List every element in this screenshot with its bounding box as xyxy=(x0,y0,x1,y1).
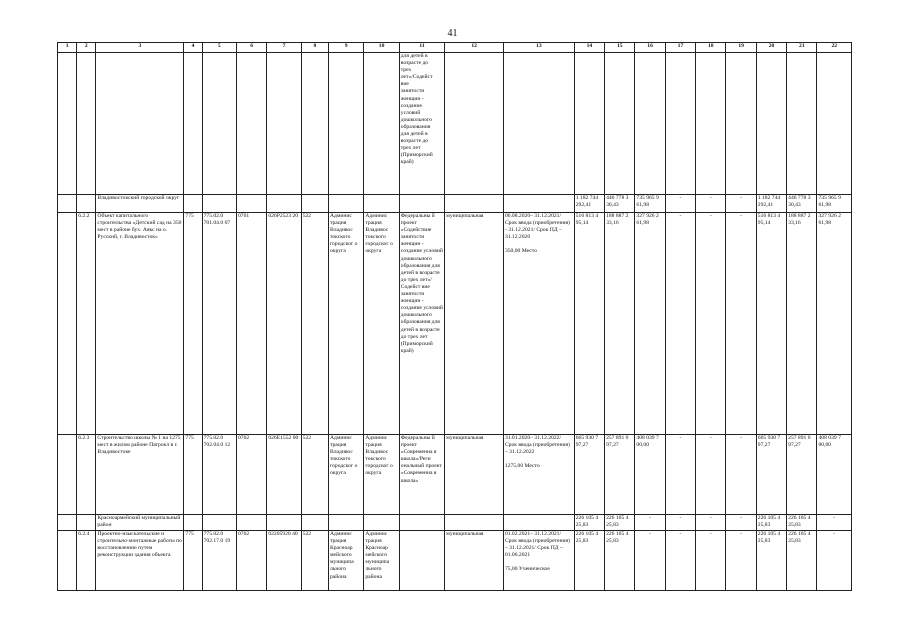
amount-cell: 226 105 4 25,83 xyxy=(756,531,786,591)
object-name: Проектно-изыскательские и строительно-монтажные работы по восстановлению путем реконструкции здания объекта xyxy=(96,531,184,591)
amount-cell: - xyxy=(817,515,852,531)
object-name: Объект капитального строительства «Детский сад на 350 мест в районе бух. Аякс на о. Русский, г. Владивосток» xyxy=(96,213,184,435)
code-cell: 522 xyxy=(301,435,328,515)
col-header: 8 xyxy=(301,43,328,53)
amount-cell: 188 887 2 33,16 xyxy=(605,213,635,435)
amount-cell: 257 891 0 97,27 xyxy=(605,435,635,515)
col-header: 4 xyxy=(184,43,202,53)
developer-cell: Админис трация Владивос токского городског о округа xyxy=(364,435,399,515)
amount-cell: 327 926 2 61,98 xyxy=(817,213,852,435)
amount-cell: 327 926 2 61,98 xyxy=(635,213,665,435)
schedule-cell: 31.01.2020– 31.12.2022/ Срок ввода (приобретения) – 31.12.2022 1275,00 Место xyxy=(503,435,574,515)
code-cell: 775 xyxy=(184,435,202,515)
col-header: 1 xyxy=(58,43,77,53)
amount-cell: - xyxy=(665,195,695,213)
col-header: 10 xyxy=(364,43,399,53)
code-cell: 522 xyxy=(301,531,328,591)
amount-cell: 226 105 4 25,83 xyxy=(605,515,635,531)
district-name: Красноармейский муниципальный район xyxy=(96,515,184,531)
col-header: 5 xyxy=(202,43,236,53)
col-header: 15 xyxy=(605,43,635,53)
code-cell: 775.02.0 702.04.0 12 xyxy=(202,435,236,515)
amount-cell: - xyxy=(665,435,695,515)
schedule-cell: 01.02.2021– 31.12.2021/ Срок ввода (приобретения) – 31.12.2021/ Срок ПД – 01.06.2021 75,00 Ученическое xyxy=(503,531,574,591)
code-cell: 522 xyxy=(301,213,328,435)
schedule-cell: 06.08.2020– 31.12.2021/ Срок ввода (приобретения) - 31.12.2021/ Срок ПД – 31.12.2020 350,00 Место xyxy=(503,213,574,435)
amount-cell: - xyxy=(635,531,665,591)
amount-cell: 665 930 7 97,27 xyxy=(574,435,604,515)
amount-cell: - xyxy=(665,515,695,531)
header-row xyxy=(58,43,852,53)
amount-cell: 257 891 0 97,27 xyxy=(787,435,817,515)
item-number: 6.2.3 xyxy=(77,435,96,515)
amount-cell: 408 039 7 00,00 xyxy=(635,435,665,515)
col-header: 9 xyxy=(328,43,363,53)
col-header: 16 xyxy=(635,43,665,53)
amount-cell: - xyxy=(817,531,852,591)
amount-cell: 408 039 7 00,00 xyxy=(817,435,852,515)
code-cell: 026P2523 20 xyxy=(267,213,301,435)
amount-cell: - xyxy=(696,531,726,591)
col-header: 21 xyxy=(787,43,817,53)
ownership-cell: муниципальная xyxy=(445,531,504,591)
code-cell: 02205920 40 xyxy=(267,531,301,591)
item-number: 6.2.2 xyxy=(77,213,96,435)
amount-cell: - xyxy=(726,515,756,531)
col-header: 20 xyxy=(756,43,786,53)
amount-cell: - xyxy=(665,213,695,435)
item-number: 6.2.4 xyxy=(77,531,96,591)
amount-cell: 226 105 4 25,83 xyxy=(574,515,604,531)
col-header: 6 xyxy=(236,43,266,53)
col-header: 12 xyxy=(445,43,504,53)
amount-cell: 446 778 3 30,43 xyxy=(787,195,817,213)
col-header: 18 xyxy=(696,43,726,53)
amount-cell: 1 182 744 292,41 xyxy=(574,195,604,213)
amount-cell: 188 887 2 33,16 xyxy=(787,213,817,435)
code-cell: 775.02.0 702.17.0 19 xyxy=(202,531,236,591)
amount-cell: 446 778 3 30,43 xyxy=(605,195,635,213)
amount-cell: 226 105 4 25,83 xyxy=(787,531,817,591)
amount-cell: - xyxy=(696,515,726,531)
customer-cell: Админис трация Владивос токского городског о округа xyxy=(328,213,363,435)
code-cell: 775 xyxy=(184,213,202,435)
amount-cell: 226 105 4 25,83 xyxy=(605,531,635,591)
amount-cell: 226 105 4 25,83 xyxy=(756,515,786,531)
amount-cell: 516 813 4 95,14 xyxy=(756,213,786,435)
col-header: 7 xyxy=(267,43,301,53)
amount-cell: 735 965 9 61,98 xyxy=(817,195,852,213)
table-row xyxy=(58,53,852,195)
customer-cell: Админис трация Красноар мейского муниципа льного района xyxy=(328,531,363,591)
code-cell: 0702 xyxy=(236,531,266,591)
ownership-cell: муниципальная xyxy=(445,435,504,515)
project-cell: Федеральны й проект «Содействие занятости женщин - создание условий дошкольного образования для детей в возрасте до трех лет»/Содейст вие занятости женщин - создание условий дошкольного образования для детей в возрасте до трех лет (Приморский край) xyxy=(399,213,445,435)
col-header: 19 xyxy=(726,43,756,53)
amount-cell: - xyxy=(696,213,726,435)
table-row xyxy=(58,435,852,515)
amount-cell: - xyxy=(726,195,756,213)
amount-cell: 1 182 744 292,41 xyxy=(756,195,786,213)
table-row xyxy=(58,213,852,435)
amount-cell: - xyxy=(726,531,756,591)
subtotal-row xyxy=(58,195,852,213)
col-header: 14 xyxy=(574,43,604,53)
code-cell: 0701 xyxy=(236,213,266,435)
amount-cell: 665 930 7 97,27 xyxy=(756,435,786,515)
code-cell: 026E1552 00 xyxy=(267,435,301,515)
col-header: 11 xyxy=(399,43,445,53)
ownership-cell: муниципальная xyxy=(445,213,504,435)
amount-cell: - xyxy=(726,213,756,435)
amount-cell: - xyxy=(696,435,726,515)
developer-cell: Админис трация Владивос токского городског о округа xyxy=(364,213,399,435)
project-cell: для детей в возрасте до трех лет»/Содейст вие занятости женщин - создание условий дошкольного образования для детей в возрасте до трех лет (Приморский край) xyxy=(399,53,445,195)
code-cell: 0702 xyxy=(236,435,266,515)
col-header: 2 xyxy=(77,43,96,53)
object-name: Строительство школы № 1 на 1275 мест в жилом районе Патрокл в г. Владивостоке xyxy=(96,435,184,515)
project-cell: Федеральны й проект «Современна я школа»/Реги ональный проект «Современна я школа» xyxy=(399,435,445,515)
amount-cell: - xyxy=(665,531,695,591)
amount-cell: - xyxy=(696,195,726,213)
col-header: 17 xyxy=(665,43,695,53)
col-header: 3 xyxy=(96,43,184,53)
page-number: 41 xyxy=(447,28,458,39)
code-cell: 775 xyxy=(184,531,202,591)
amount-cell: 516 813 4 95,14 xyxy=(574,213,604,435)
amount-cell: 226 105 4 25,83 xyxy=(574,531,604,591)
project-cell xyxy=(399,531,445,591)
amount-cell: - xyxy=(726,435,756,515)
col-header: 13 xyxy=(503,43,574,53)
subtotal-row xyxy=(58,515,852,531)
developer-cell: Админис трация Красноар мейского муниципа льного района xyxy=(364,531,399,591)
code-cell: 775.02.0 701.04.0 07 xyxy=(202,213,236,435)
amount-cell: 226 105 4 25,83 xyxy=(787,515,817,531)
customer-cell: Админис трация Владивос токского городског о округа xyxy=(328,435,363,515)
col-header: 22 xyxy=(817,43,852,53)
amount-cell: - xyxy=(635,515,665,531)
amount-cell: 735 965 9 61,98 xyxy=(635,195,665,213)
district-name: Владивостокский городской округ xyxy=(96,195,184,213)
program-table xyxy=(57,42,852,591)
table-row xyxy=(58,531,852,591)
